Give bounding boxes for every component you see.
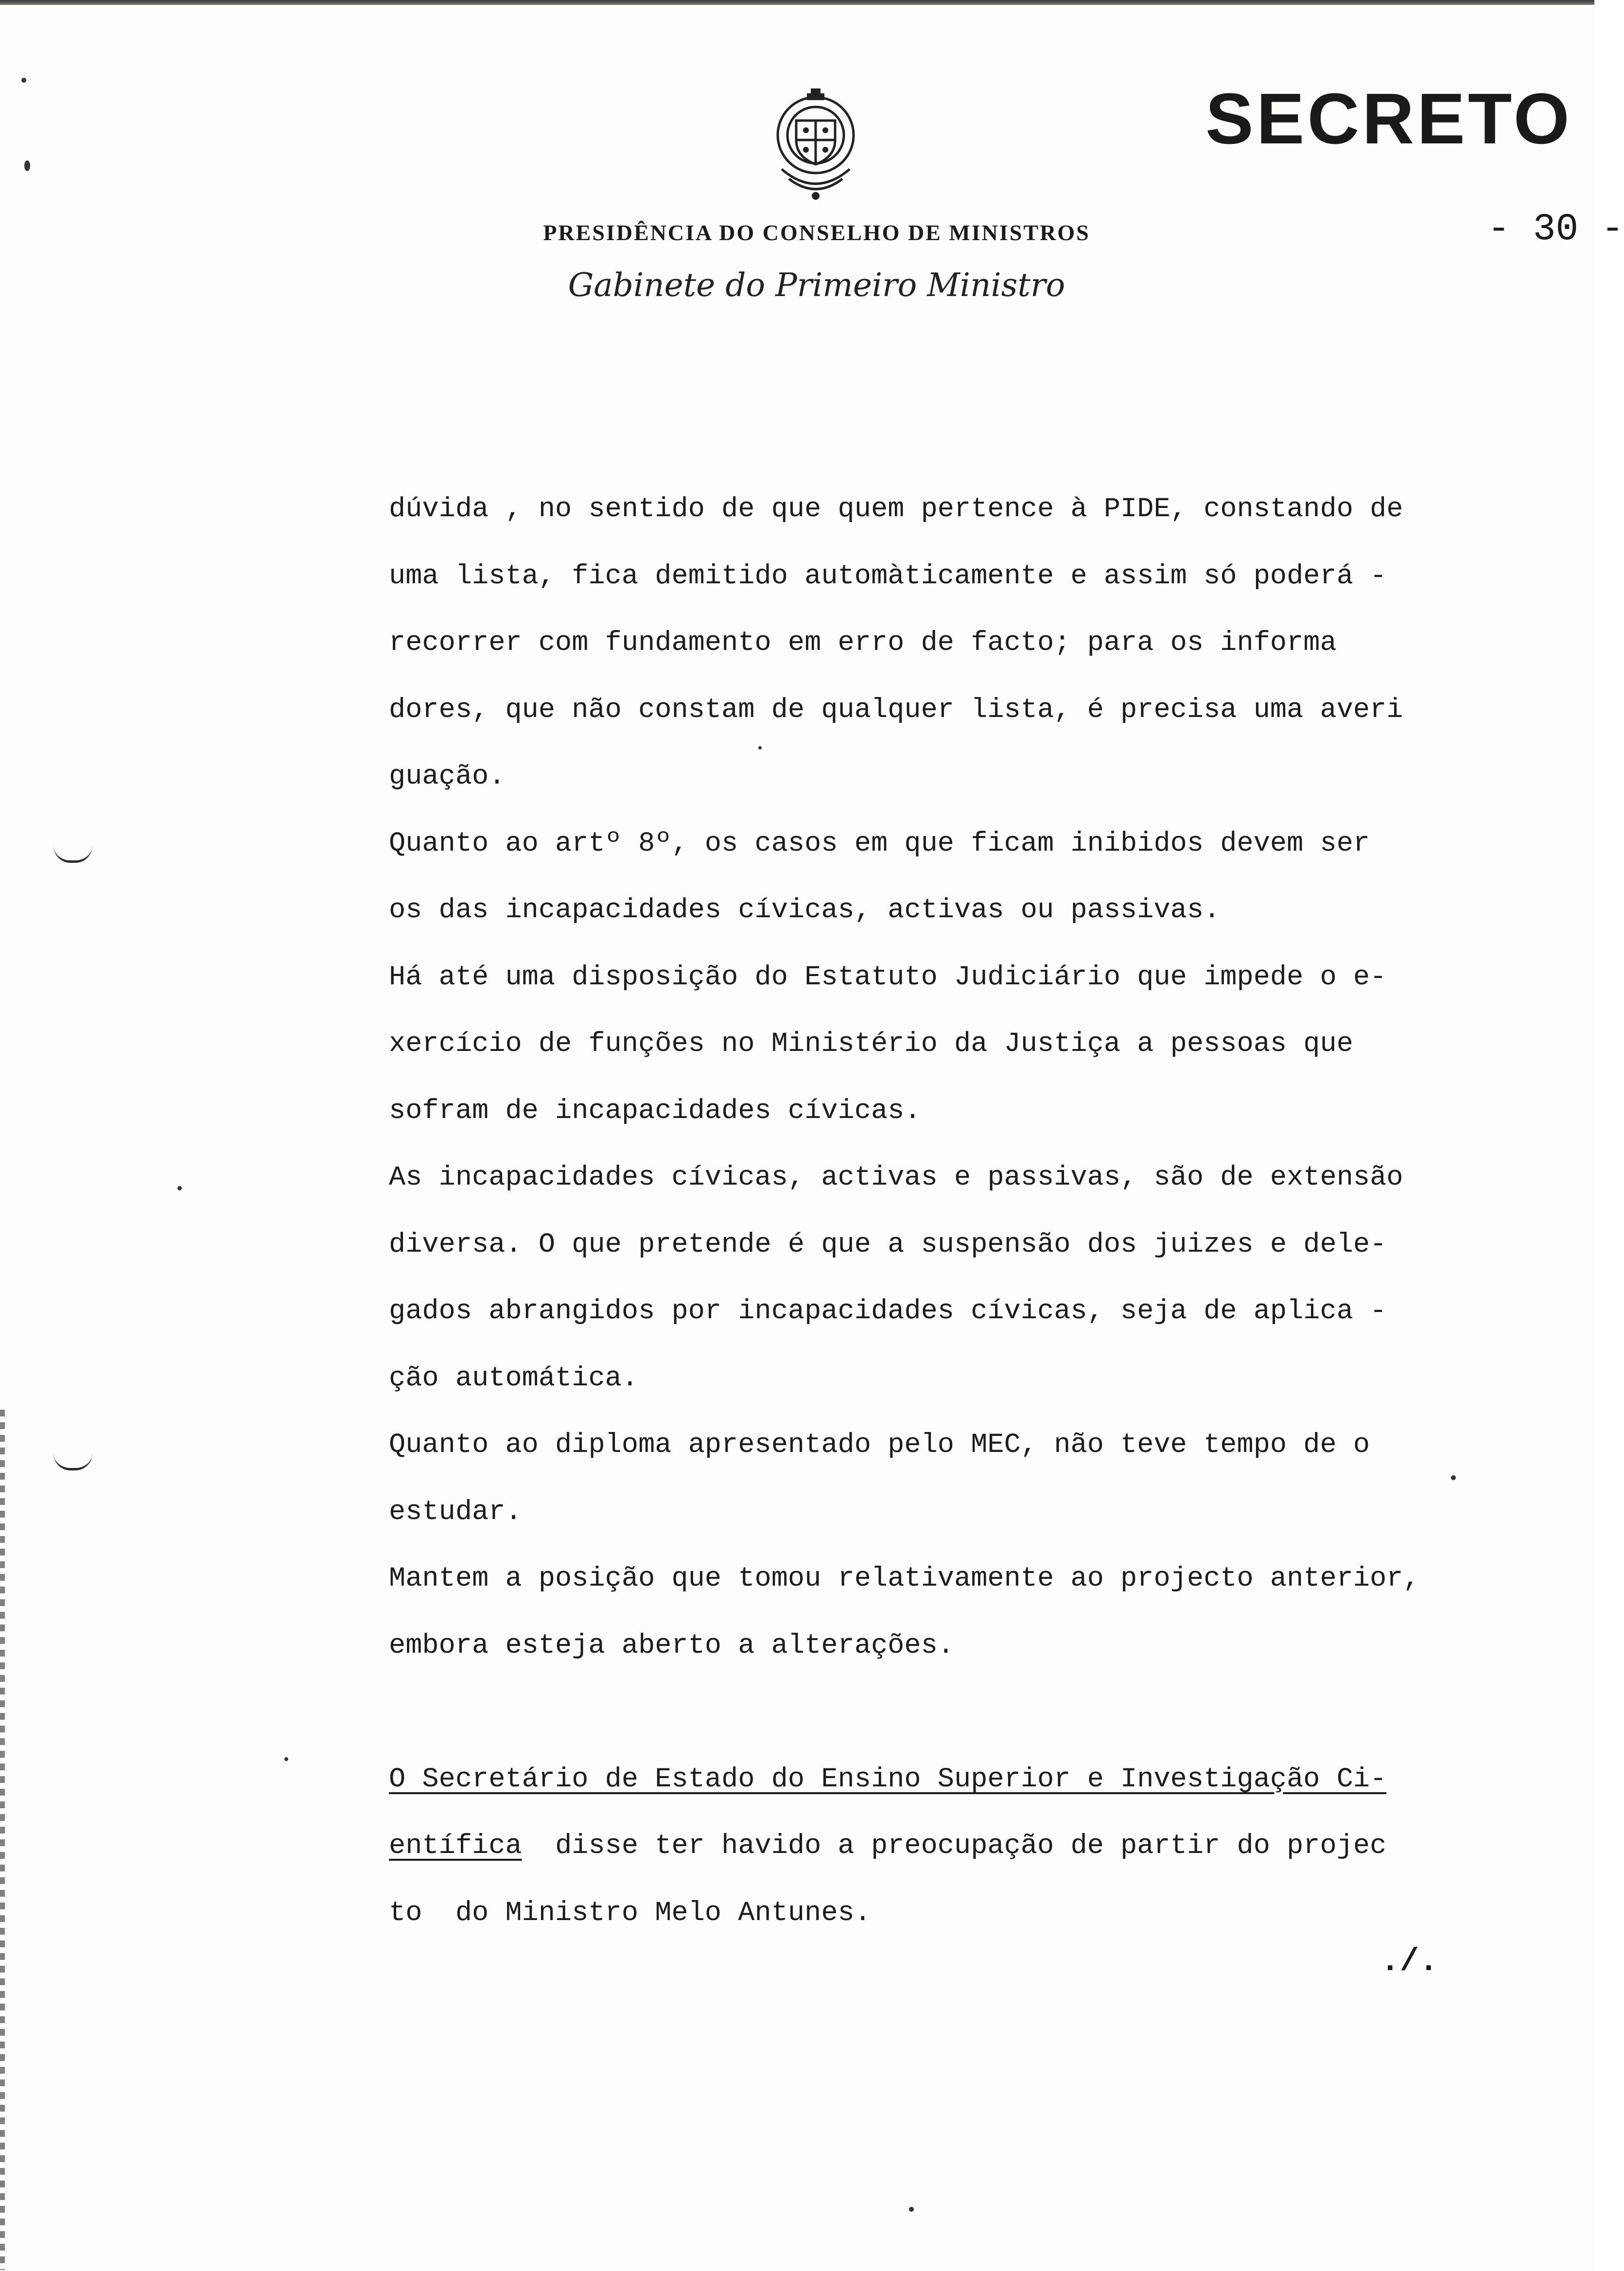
text-line: Quanto ao diploma apresentado pelo MEC, não teve tempo de o bbox=[389, 1430, 1370, 1461]
text-line: xercício de funções no Ministério da Justiça a pessoas que bbox=[389, 1029, 1353, 1060]
speaker-statement-continued: to do Ministro Melo Antunes. bbox=[389, 1897, 871, 1929]
scan-speck bbox=[758, 746, 762, 750]
office-subheading: Gabinete do Primeiro Ministro bbox=[568, 266, 1065, 304]
text-line: diversa. O que pretende é que a suspensão dos juizes e dele- bbox=[389, 1229, 1387, 1260]
coat-of-arms-icon bbox=[762, 87, 869, 203]
scan-speck bbox=[1451, 1475, 1456, 1480]
institution-heading: PRESIDÊNCIA DO CONSELHO DE MINISTROS bbox=[543, 220, 1090, 245]
scan-speck bbox=[21, 78, 26, 83]
text-line: embora esteja aberto a alterações. bbox=[389, 1630, 954, 1661]
text-line: dores, que não constam de qualquer lista, é precisa uma averi bbox=[389, 694, 1403, 726]
text-line: recorrer com fundamento em erro de facto; para os informa bbox=[389, 628, 1337, 659]
minutes-body bbox=[389, 476, 1492, 1947]
speaker-line bbox=[389, 1813, 1492, 1880]
scan-speck bbox=[284, 1757, 288, 1761]
margin-punch-mark bbox=[53, 1453, 92, 1470]
text-line: Quanto ao artº 8º, os casos em que ficam inibidos devem ser bbox=[389, 828, 1370, 859]
text-line: estudar. bbox=[389, 1496, 522, 1528]
classification-stamp: SECRETO bbox=[1205, 79, 1572, 159]
page-number: - 30 - bbox=[1487, 208, 1624, 251]
paragraph-gap bbox=[389, 1679, 1492, 1747]
text-line: guação. bbox=[389, 761, 506, 792]
text-line: As incapacidades cívicas, activas e passivas, são de extensão bbox=[389, 1162, 1403, 1193]
scan-edge-top bbox=[0, 0, 1594, 5]
speaker-statement: disse ter havido a preocupação de partir do projec bbox=[522, 1831, 1387, 1862]
scan-speck bbox=[909, 2207, 914, 2212]
text-line: os das incapacidades cívicas, activas ou passivas. bbox=[389, 895, 1221, 926]
scan-speck bbox=[24, 160, 30, 171]
text-line: dúvida , no sentido de que quem pertence à PIDE, constando de bbox=[389, 494, 1403, 525]
text-line: uma lista, fica demitido automàticamente e assim só poderá - bbox=[389, 560, 1387, 592]
scan-edge-left bbox=[0, 1410, 5, 2270]
text-line: Mantem a posição que tomou relativamente ao projecto anterior, bbox=[389, 1563, 1420, 1594]
text-line: sofram de incapacidades cívicas. bbox=[389, 1095, 921, 1127]
speaker-line bbox=[389, 1747, 1492, 1814]
speaker-title: O Secretário de Estado do Ensino Superior e Investigação Ci- bbox=[389, 1764, 1387, 1795]
text-line: gados abrangidos por incapacidades cívicas, seja de aplica - bbox=[389, 1296, 1387, 1327]
text-line: Há até uma disposição do Estatuto Judiciário que impede o e- bbox=[389, 961, 1387, 993]
speaker-title-continued: entífica bbox=[389, 1831, 522, 1862]
scan-speck bbox=[177, 1186, 182, 1190]
text-line: ção automática. bbox=[389, 1363, 639, 1394]
margin-punch-mark bbox=[53, 846, 92, 863]
continuation-mark: ./. bbox=[1380, 1943, 1438, 1980]
